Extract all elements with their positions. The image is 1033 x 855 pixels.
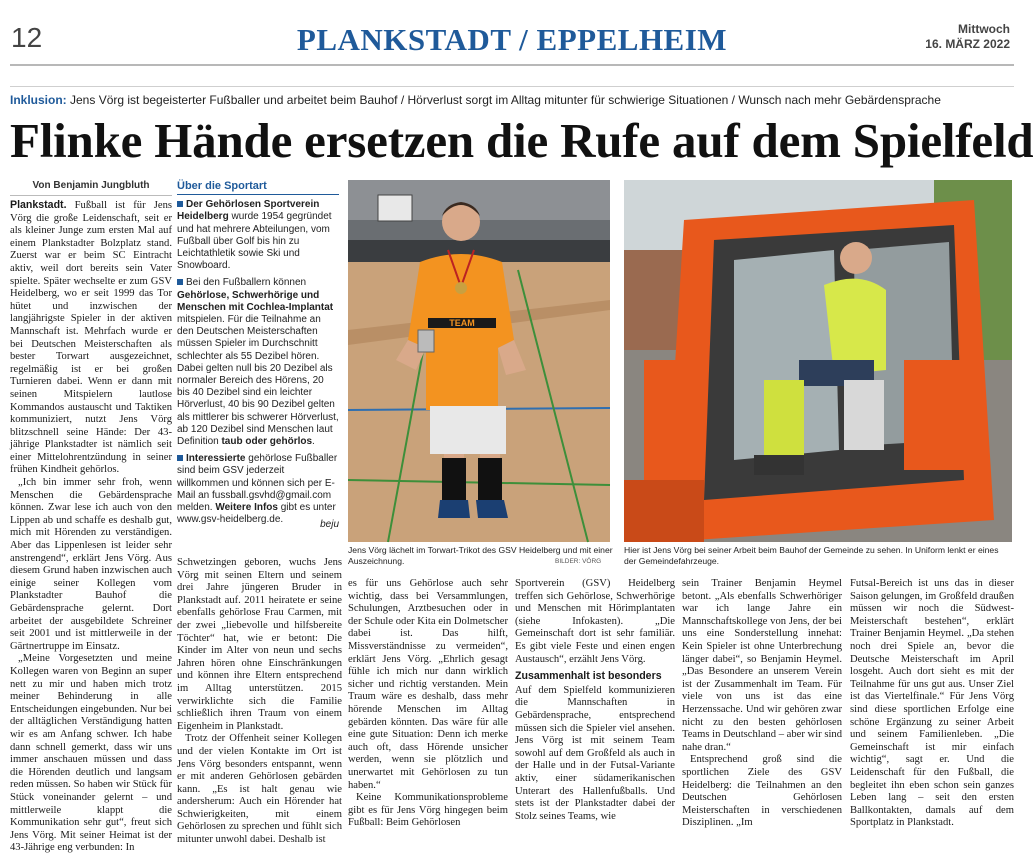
info-text: mitspielen. Für die Teilnahme an den Deutschen Meisterschaften müssen Spieler im Durchschnitt schlechter als 55 Dezibel hören. Dabei gelten null bis 20 Dezibel als normaler Bereich des Hörens, 20 bis 40 Dezibel sind ein leichter Hörverlust, 40 bis 90 Dezibel gelten als mittlerer bis schwerer Hörverlust, ab 120 Dezibel sind Menschen laut Definition bbox=[177, 314, 339, 448]
weekday: Mittwoch bbox=[958, 22, 1010, 36]
article-column-1 bbox=[10, 199, 172, 854]
goalkeeper-image bbox=[348, 180, 610, 542]
photo-caption: Hier ist Jens Vörg bei seiner Arbeit beim Bauhof der Gemeinde zu sehen. In Uniform lenkt er eines der Gemeindefahrzeuge. bbox=[624, 545, 999, 566]
section-masthead: PLANKSTADT / EPPELHEIM bbox=[296, 22, 728, 57]
article-column-5 bbox=[682, 578, 842, 829]
paragraph: Sportverein (GSV) Heidelberg treffen sich Gehörlose, Schwerhörige und Menschen mit Hörimplantaten (siehe Infokasten). „Die Gemeinschaft dort ist sehr familiär. Es gibt viele Feste und einen engen Austausch“, erzählt Jens Vörg. bbox=[515, 578, 675, 665]
byline: Von Benjamin Jungbluth bbox=[32, 180, 150, 191]
paragraph: Entsprechend groß sind die sportlichen Ziele des GSV Heidelberg: die Teilnahmen an den Deutschen Gehörlosen Meisterschaften in verschiedenen Disziplinen. „Im bbox=[682, 754, 842, 829]
info-bold: Gehörlose, Schwerhörige und Menschen mit Cochlea-Implantat bbox=[177, 289, 334, 313]
info-item bbox=[177, 453, 339, 526]
info-text: wurde 1954 gegründet und hat mehrere Abteilungen, vom Fußball über Golf bis hin zu Leichtathletik sowie Ski und Snowboard. bbox=[177, 211, 332, 272]
info-item bbox=[177, 277, 339, 448]
info-text: gibt es unter www.gsv-heidelberg.de. bbox=[177, 502, 336, 526]
paragraph: „Meine Vorgesetzten und meine Kollegen waren von Beginn an super nett zu mir und haben mich trotz meiner Behinderung in alle Entscheidungen eingebunden. Nur bei der alltäglichen Verständigung hatten wir es am Anfang schwer. Ich habe dann schnell gemerkt, dass wir uns immer anschauen müssen und dass die Hörenden deutlich und langsam reden müssen. So haben wir Stück für Stück voneinander gelernt – und mittlerweile klappt die Kommunikation sehr gut“, freut sich Jens Vörg. Mit seiner Heimat ist der 43-Jährige eng verbunden: In bbox=[10, 653, 172, 854]
info-text: . bbox=[312, 436, 315, 448]
author-signature: beju bbox=[320, 519, 339, 531]
kicker bbox=[10, 93, 941, 107]
subheading: Zusammenhalt ist besonders bbox=[515, 670, 662, 683]
info-item bbox=[177, 199, 339, 272]
paragraph: „Ich bin immer sehr froh, wenn Menschen die Gebärdensprache können. Zwar lese ich auch von den Lippen ab und schaffe es deshalb gut, mich mit Hörenden zu verständigen. Aber das Lippenlesen ist leider sehr anstrengend“, erklärt Jens Vörg. Aus diesem Grund haben inzwischen auch einige seiner Kollegen vom Plankstadter Bauhof die Gebärdensprache gelernt. Dort arbeitet der ausgebildete Schreiner seit 2001 und ist mittlerweile in der Gärtnertruppe im Einsatz. bbox=[10, 477, 172, 652]
info-bold: Interessierte bbox=[186, 453, 246, 465]
photo-caption: Jens Vörg lächelt im Torwart-Trikot des GSV Heidelberg und mit einer Auszeichnung. bbox=[348, 545, 613, 566]
bullet-square-icon bbox=[177, 201, 183, 207]
info-bold: taub oder gehörlos bbox=[221, 436, 313, 448]
info-box bbox=[177, 180, 339, 531]
article-column-4 bbox=[515, 578, 675, 822]
photo-credit: BILDER: VÖRG bbox=[555, 558, 602, 565]
excavator-image bbox=[624, 180, 1012, 542]
info-text: Bei den Fußballern können bbox=[186, 277, 307, 289]
info-bold: Der Gehörlosen Sportverein Heidelberg bbox=[177, 199, 320, 223]
paragraph: es für uns Gehörlose auch sehr wichtig, dass bei Versammlungen, Schulungen, Arztbesuchen oder in der Schule oder Kita ein Dolmetscher dabei ist. Das hilft, Missverständnisse zu vermeiden“, erklärt Jens Vörg. „Ehrlich gesagt fühle ich mich nur dann wirklich sicher und richtig verstanden. Mein Traum wäre es deshalb, dass mehr hörende Menschen im Alltag gebärden könnten. Das wäre für alle eine gute Situation: Denn ich merke auch oft, dass Hörende unsicher werden, wenn sie plötzlich und unerwartet mit Gehörlosen zu tun haben.“ bbox=[348, 578, 508, 791]
kicker-label: Inklusion: bbox=[10, 93, 67, 107]
paragraph: Schwetzingen geboren, wuchs Jens Vörg mit seinen Eltern und seinem drei Jahre jüngeren Bruder in Plankstadt auf. 2011 heiratete er seine ebenfalls gehörlose Frau Carmen, mit der zwei „liebevolle und hilfsbereite Töchter“ hat, wie er betont: Die Kinder im Alter von neun und sechs Jahren hören ohne Einschränkungen und können ihre Eltern entsprechend im Alltag unterstützen. 2015 verwirklichte sich die Familie schließlich ihren Traum von einem Eigenheim in Plankstadt. bbox=[177, 557, 342, 732]
bullet-square-icon bbox=[177, 455, 183, 461]
info-text: gehörlose Fußballer sind beim GSV jederzeit willkommen und können sich per E-Mail an fussball.gsvhd@gmail.com melden. bbox=[177, 453, 338, 514]
article-column-6 bbox=[850, 578, 1014, 829]
photo-goalkeeper bbox=[348, 180, 610, 542]
info-bold: Weitere Infos bbox=[215, 502, 278, 514]
photo-excavator bbox=[624, 180, 1012, 542]
paragraph: Auf dem Spielfeld kommunizieren die Mannschaften in Gebärdensprache, entsprechend müssen sich die Spieler viel ansehen. Jens Vörg ist mit seinem Team sowohl auf dem Großfeld als auch in der Halle und in der Futsal-Variante aktiv, einer südamerikanischen Unterart des Hallenfußballs. Und stets ist der Plankstadter dabei der Stolz seines Teams, wie bbox=[515, 684, 675, 822]
page-number: 12 bbox=[11, 22, 43, 53]
jersey-text: TEAM bbox=[449, 318, 475, 328]
headline: Flinke Hände ersetzen die Rufe auf dem Spielfeld bbox=[10, 113, 1033, 168]
date: 16. MÄRZ 2022 bbox=[925, 37, 1010, 51]
issue-date bbox=[925, 22, 1010, 52]
paragraph: Futsal-Bereich ist uns das in dieser Saison gelungen, im Großfeld draußen müssen wir noch die Südwest-Meisterschaft bestehen“, erklärt Trainer Benjamin Heymel. „Da stehen noch drei Spiele an, bevor die Deutsche Meisterschaft im April losgeht. Auch dort sieht es mit der Teilnahme für uns gut aus. Unser Ziel ist das Viertelfinale.“ Für Jens Vörg sind diese sportlichen Erfolge eine schöne Ergänzung zu seiner Arbeit und seinem Familienleben. „Die Gemeinschaft ist mir einfach wichtig“, sagt er. Und die Leidenschaft für den Fußball, die begleitet ihn eben schon sein ganzes Leben lang – seit den ersten Ballkontakten, damals auf dem Sportplatz in Plankstadt. bbox=[850, 578, 1014, 829]
paragraph bbox=[10, 199, 172, 477]
article-column-3 bbox=[348, 578, 508, 829]
kicker-text: Jens Vörg ist begeisterter Fußballer und arbeitet beim Bauhof / Hörverlust sorgt im Alltag mitunter für schwierige Situationen / Wunsch nach mehr Gebärdensprache bbox=[66, 93, 941, 107]
paragraph: Keine Kommunikationsprobleme gibt es für Jens Vörg hingegen beim Fußball: Beim Gehörlosen bbox=[348, 792, 508, 829]
paragraph-text: Fußball ist für Jens Vörg die große Leidenschaft, seit er als kleiner Junge zum ersten Mal auf einem Plankstadter Bolzplatz stand. Zuerst war er beim SC Eintracht aktiv, weil dort bereits sein Vater spielte. Später wechselte er zum GSV Heidelberg, wo er seit 1999 das Tor hütet und inzwischen der langjährigste Spieler in der aktiven Mannschaft ist. Mehrfach wurde er bei Deutschen Meisterschaften als bester Torwart ausgezeichnet, regelmäßig ist er bei großen Turnieren dabei. Wenn er dann mit seinen Mitspielern lautlose Kommandos austauscht und Taktiken kommuniziert, nutzt Jens Vörg blitzschnell seine Hände: Der 43-jährige Plankstadter ist nämlich seit einer Mittelohrentzündung in seiner frühen Kindheit gehörlos. bbox=[10, 200, 172, 476]
dateline: Plankstadt. bbox=[10, 199, 67, 211]
info-box-title: Über die Sportart bbox=[177, 180, 339, 195]
kicker-rule bbox=[10, 86, 1014, 87]
bullet-square-icon bbox=[177, 279, 183, 285]
paragraph: Trotz der Offenheit seiner Kollegen und der vielen Kontakte im Ort ist Jens Vörg besonders entspannt, wenn er mit anderen Gehörlosen gebärden kann. „Es ist halt genau wie andersherum: Auch ein Hörender hat Schwierigkeiten, mit einem Gehörlosen zu sprechen und fühlt sich mitunter unwohl dabei. Deshalb ist bbox=[177, 733, 342, 846]
byline-rule bbox=[10, 195, 172, 196]
article-column-2 bbox=[177, 557, 342, 846]
header-rule bbox=[10, 64, 1014, 66]
paragraph: sein Trainer Benjamin Heymel betont. „Als ebenfalls Schwerhöriger war ich lange Jahre ein Mannschaftskollege von Jens, der bei uns eine Sonderstellung innehat: Kein Spieler ist ohne Unterbrechung länger dabei“, so Benjamin Heymel. „Das Besondere an unserem Verein ist der Zusammenhalt im Team. Für viele von uns ist das eine Herzenssache. Und wir gehören zwar nicht zu den besten gehörlosen Teams in Deutschland – aber wir sind nahe dran.“ bbox=[682, 578, 842, 753]
